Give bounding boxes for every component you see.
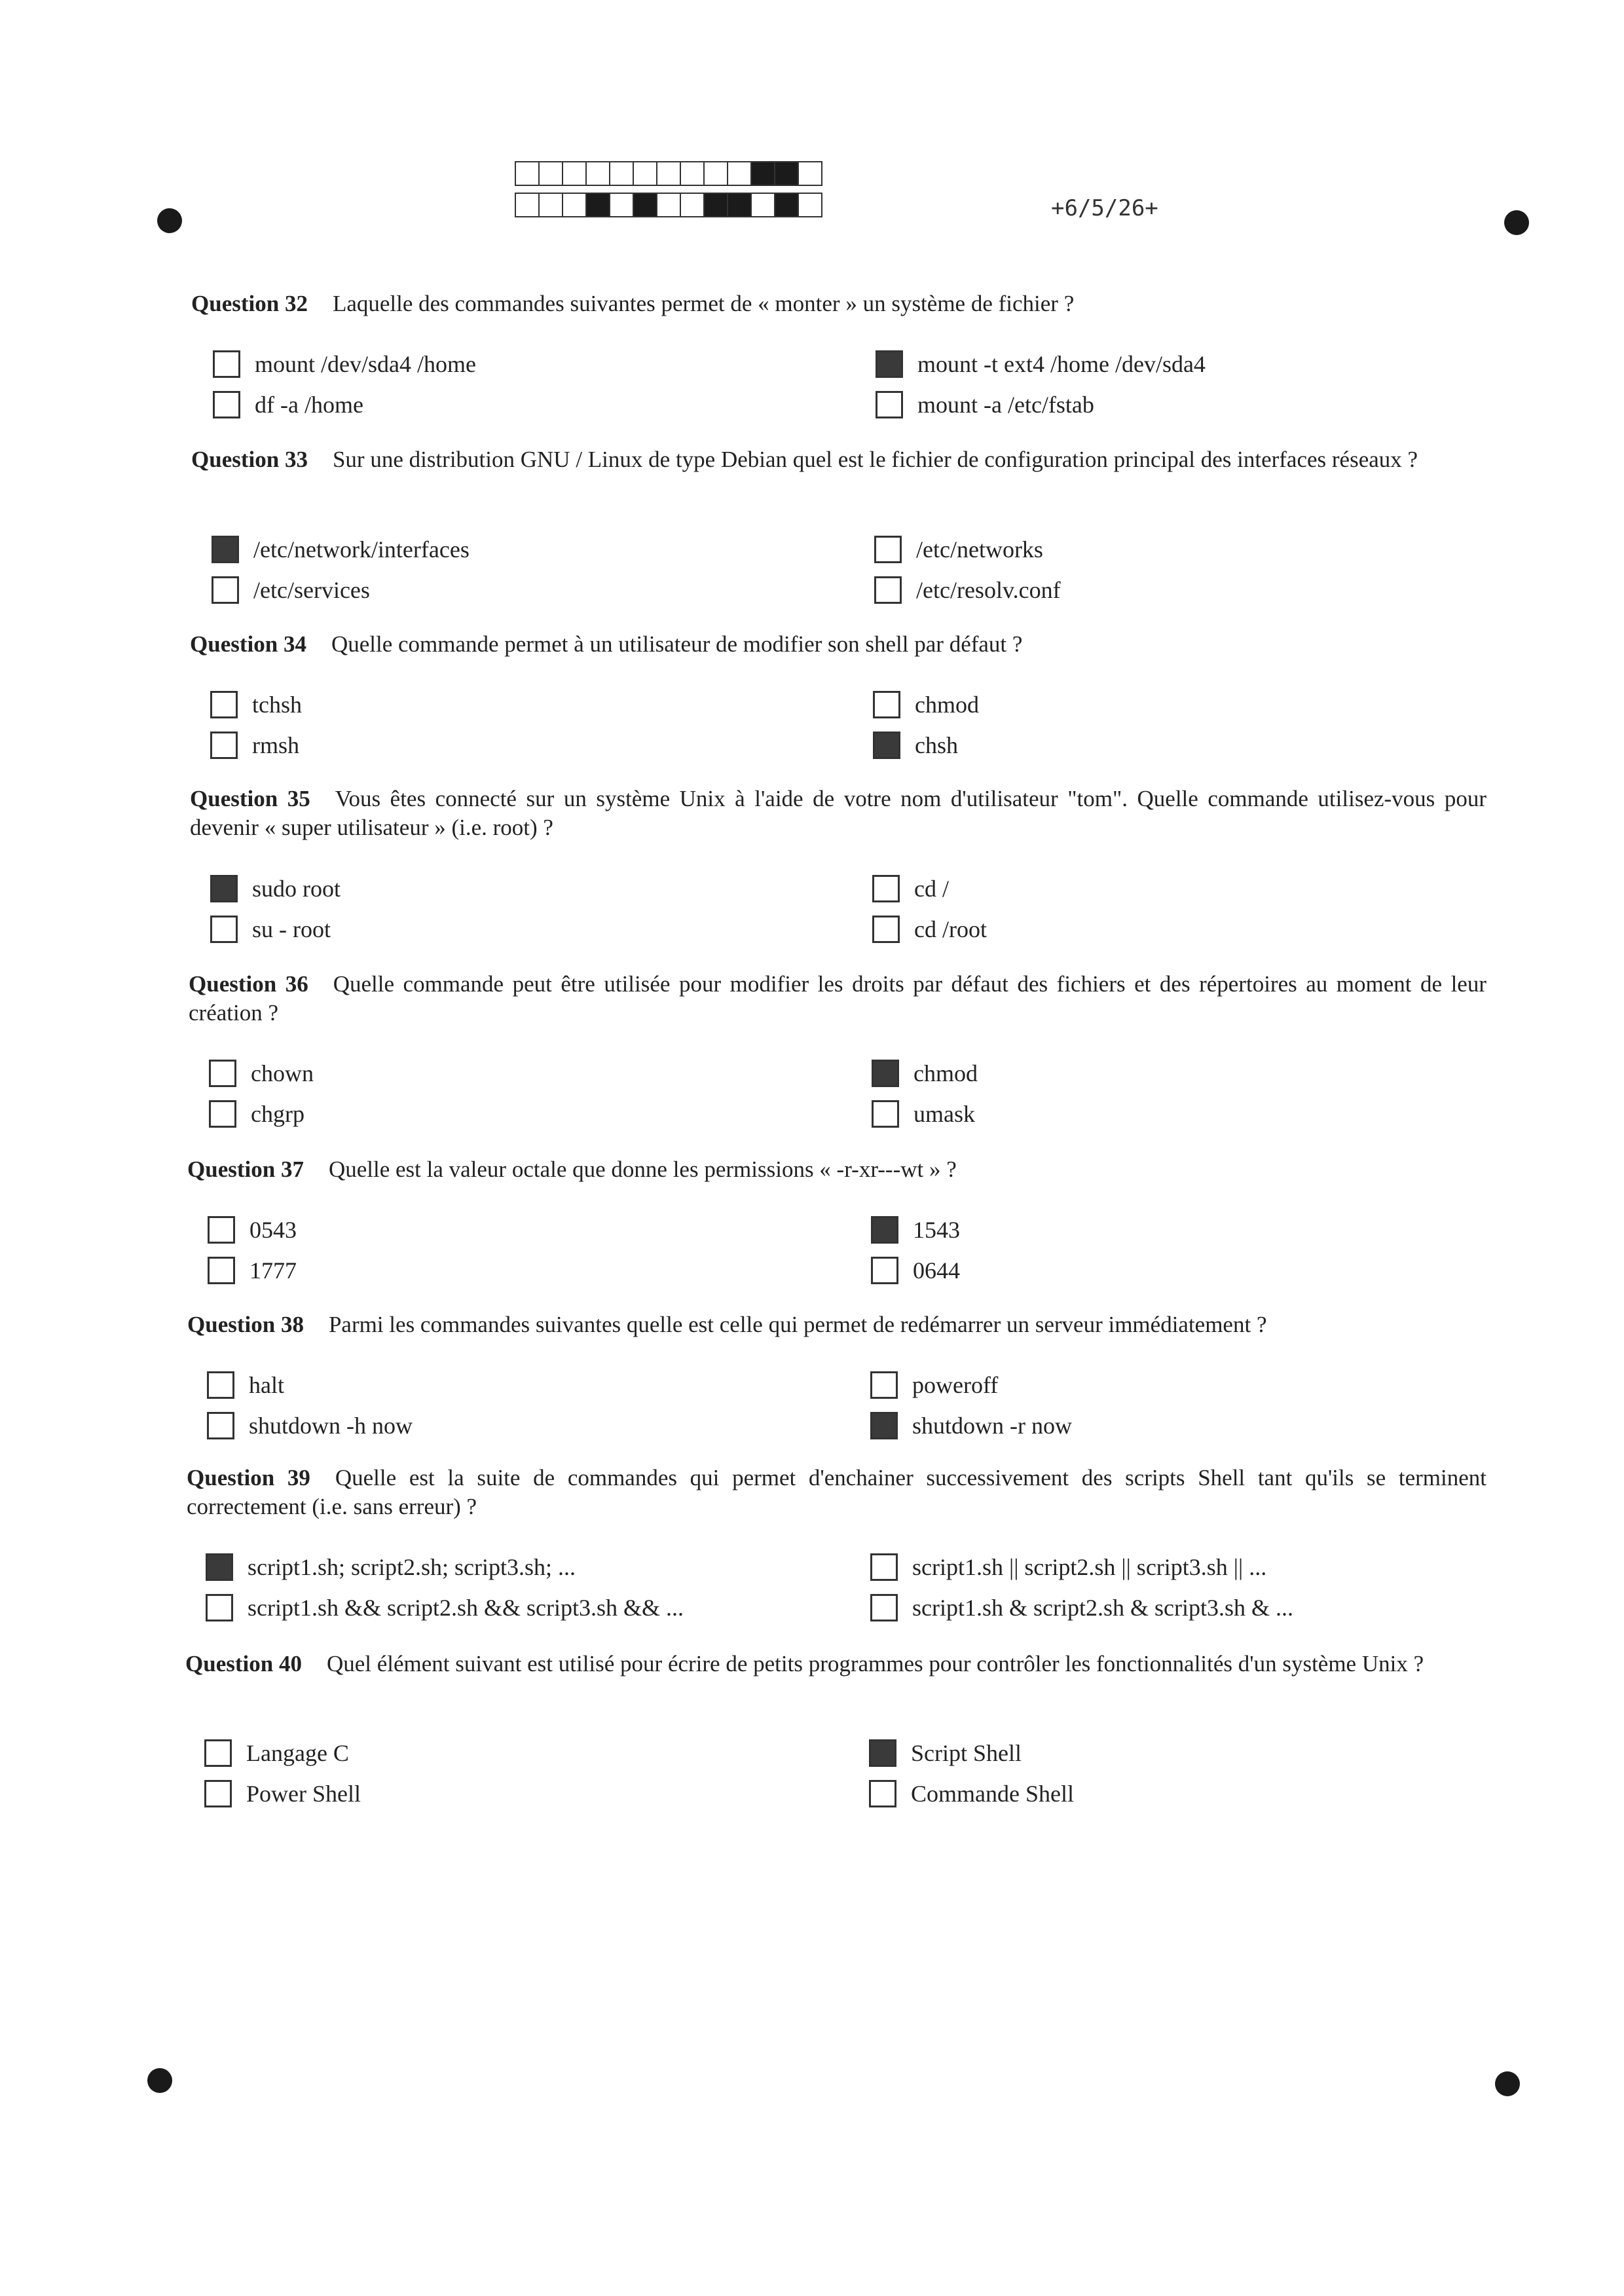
answer-text: chown [251, 1060, 314, 1086]
answer-option[interactable] [206, 1553, 576, 1581]
checkbox[interactable] [873, 691, 900, 718]
barcode-cell [750, 161, 775, 186]
answer-option[interactable] [872, 1100, 975, 1128]
checkbox[interactable] [208, 1216, 235, 1244]
answer-text: umask [913, 1101, 975, 1127]
answer-text: cd / [914, 876, 949, 902]
barcode-cell [609, 193, 634, 217]
registration-mark-top-right [1504, 210, 1529, 235]
barcode-cell [585, 161, 610, 186]
answer-text: 0644 [913, 1257, 960, 1284]
answer-option[interactable] [872, 916, 987, 943]
question-label: Question 34 [190, 631, 306, 657]
answer-option[interactable] [208, 1216, 297, 1244]
answer-text: chsh [915, 732, 958, 758]
checkbox[interactable] [870, 1553, 898, 1581]
question-heading [190, 630, 1486, 659]
answer-text: su - root [252, 916, 331, 942]
checkbox[interactable] [207, 1412, 234, 1439]
barcode-cell [515, 161, 540, 186]
question-label: Question 37 [187, 1157, 304, 1182]
answer-text: mount -a /etc/fstab [917, 392, 1094, 418]
answer-text: 1543 [913, 1217, 960, 1243]
answer-text: /etc/networks [916, 536, 1043, 563]
answer-text: chmod [915, 692, 979, 718]
answer-option[interactable] [206, 1594, 684, 1621]
answer-option[interactable] [874, 536, 1043, 563]
answer-text: chmod [913, 1060, 978, 1086]
page-code: +6/5/26+ [1051, 195, 1158, 221]
question-text: Laquelle des commandes suivantes permet de « monter » un système de fichier ? [332, 291, 1075, 316]
question-text: Vous êtes connecté sur un système Unix à l'aide de votre nom d'utilisateur "tom". Quelle commande utilisez-vous pour devenir « super utilisateur » (i.e. root) ? [190, 786, 1486, 840]
answer-option[interactable] [871, 1257, 960, 1284]
barcode-cell [656, 193, 681, 217]
question-heading [185, 1650, 1486, 1678]
answer-option[interactable] [210, 875, 341, 902]
answer-text: script1.sh & script2.sh & script3.sh & ... [912, 1595, 1293, 1621]
checkbox-checked[interactable] [870, 1412, 898, 1439]
answer-text: sudo root [252, 876, 341, 902]
answer-option[interactable] [207, 1412, 413, 1439]
question-heading [187, 1155, 1486, 1184]
answer-option[interactable] [213, 350, 476, 378]
checkbox[interactable] [872, 1100, 899, 1128]
checkbox-checked[interactable] [206, 1553, 233, 1581]
answer-text: df -a /home [255, 392, 363, 418]
barcode-cell [515, 193, 540, 217]
registration-mark-bottom-left [147, 2068, 172, 2093]
answer-text: script1.sh || script2.sh || script3.sh || ... [912, 1554, 1267, 1580]
checkbox-checked[interactable] [871, 1216, 898, 1244]
answer-text: script1.sh && script2.sh && script3.sh && ... [248, 1595, 684, 1621]
answer-option[interactable] [870, 1371, 998, 1399]
barcode-cell [585, 193, 610, 217]
checkbox[interactable] [874, 576, 902, 604]
barcode-cell [656, 161, 681, 186]
checkbox[interactable] [210, 916, 238, 943]
answer-option[interactable] [210, 916, 331, 943]
checkbox[interactable] [871, 1257, 898, 1284]
question-heading [189, 970, 1486, 1028]
question-heading [187, 1464, 1486, 1521]
answer-option[interactable] [209, 1060, 314, 1087]
checkbox[interactable] [204, 1780, 232, 1807]
barcode-cell [538, 161, 563, 186]
answer-text: chgrp [251, 1101, 304, 1127]
question-label: Question 35 [190, 786, 310, 811]
answer-text: mount /dev/sda4 /home [255, 351, 476, 377]
checkbox-checked[interactable] [212, 536, 239, 563]
checkbox-checked[interactable] [210, 875, 238, 902]
question-text: Quelle est la suite de commandes qui permet d'enchainer successivement des scripts Shell tant qu'ils se terminent correctement (i.e. sans erreur) ? [187, 1465, 1486, 1519]
question-text: Parmi les commandes suivantes quelle est celle qui permet de redémarrer un serveur immédiatement ? [328, 1312, 1267, 1337]
checkbox-checked[interactable] [872, 1060, 899, 1087]
checkbox[interactable] [870, 1371, 898, 1399]
barcode-row-2 [515, 193, 821, 217]
answer-text: /etc/resolv.conf [916, 577, 1061, 603]
answer-option[interactable] [871, 1216, 960, 1244]
answer-text: 1777 [249, 1257, 297, 1284]
barcode-cell [774, 193, 799, 217]
question-text: Quel élément suivant est utilisé pour écrire de petits programmes pour contrôler les fonctionnalités d'un système Unix ? [326, 1651, 1424, 1676]
barcode-cell [727, 161, 752, 186]
answer-option[interactable] [212, 576, 370, 604]
barcode-cell [562, 161, 587, 186]
answer-text: Script Shell [911, 1740, 1022, 1766]
checkbox-checked[interactable] [873, 731, 900, 759]
answer-text: 0543 [249, 1217, 297, 1243]
answer-option[interactable] [876, 350, 1206, 378]
barcode-cell [680, 193, 705, 217]
barcode-cell [633, 193, 657, 217]
barcode-cell [750, 193, 775, 217]
question-label: Question 36 [189, 971, 308, 997]
checkbox[interactable] [869, 1780, 896, 1807]
answer-text: mount -t ext4 /home /dev/sda4 [917, 351, 1206, 377]
question-heading [190, 785, 1486, 842]
answer-option[interactable] [869, 1739, 1022, 1767]
answer-text: /etc/network/interfaces [253, 536, 470, 563]
barcode-cell [680, 161, 705, 186]
answer-text: halt [249, 1372, 284, 1398]
answer-text: Commande Shell [911, 1781, 1074, 1807]
checkbox[interactable] [872, 875, 900, 902]
checkbox[interactable] [207, 1371, 234, 1399]
question-text: Quelle commande peut être utilisée pour modifier les droits par défaut des fichiers et des répertoires au moment de leur création ? [189, 971, 1486, 1026]
answer-text: cd /root [914, 916, 987, 942]
answer-option[interactable] [873, 691, 979, 718]
checkbox[interactable] [212, 576, 239, 604]
answer-option[interactable] [876, 391, 1094, 418]
checkbox-checked[interactable] [869, 1739, 896, 1767]
answer-option[interactable] [870, 1412, 1072, 1439]
checkbox[interactable] [209, 1100, 236, 1128]
barcode-cell [798, 193, 822, 217]
checkbox[interactable] [210, 691, 238, 718]
answer-option[interactable] [872, 875, 949, 902]
barcode-cell [798, 161, 822, 186]
checkbox[interactable] [204, 1739, 232, 1767]
answer-option[interactable] [870, 1553, 1266, 1581]
barcode-cell [703, 193, 728, 217]
answer-text: /etc/services [253, 577, 370, 603]
answer-option[interactable] [873, 731, 958, 759]
barcode-cell [633, 161, 657, 186]
answer-text: tchsh [252, 692, 302, 718]
answer-text: script1.sh; script2.sh; script3.sh; ... [248, 1554, 576, 1580]
question-label: Question 40 [185, 1651, 302, 1676]
answer-option[interactable] [872, 1060, 978, 1087]
checkbox[interactable] [870, 1594, 898, 1621]
checkbox[interactable] [876, 391, 903, 418]
checkbox[interactable] [213, 350, 240, 378]
answer-option[interactable] [874, 576, 1061, 604]
question-text: Quelle est la valeur octale que donne les permissions « -r-xr---wt » ? [328, 1157, 957, 1182]
barcode-cell [774, 161, 799, 186]
question-label: Question 38 [187, 1312, 304, 1337]
answer-text: Langage C [246, 1740, 349, 1766]
barcode-cell [609, 161, 634, 186]
answer-option[interactable] [213, 391, 363, 418]
answer-text: Power Shell [246, 1781, 361, 1807]
checkbox[interactable] [213, 391, 240, 418]
checkbox[interactable] [210, 731, 238, 759]
barcode-cell [538, 193, 563, 217]
answer-text: shutdown -r now [912, 1413, 1072, 1439]
question-label: Question 32 [191, 291, 308, 316]
answer-option[interactable] [212, 536, 470, 563]
answer-text: poweroff [912, 1372, 999, 1398]
question-label: Question 33 [191, 447, 308, 472]
checkbox[interactable] [872, 916, 900, 943]
registration-mark-top-left [157, 208, 182, 233]
barcode-cell [727, 193, 752, 217]
answer-option[interactable] [209, 1100, 304, 1128]
barcode-cell [562, 193, 587, 217]
answer-text: shutdown -h now [249, 1413, 413, 1439]
barcode-cell [703, 161, 728, 186]
checkbox[interactable] [206, 1594, 233, 1621]
barcode-row-1 [515, 161, 821, 186]
checkbox-checked[interactable] [876, 350, 903, 378]
question-heading [187, 1310, 1486, 1339]
answer-text: rmsh [252, 732, 299, 758]
answer-option[interactable] [869, 1780, 1074, 1807]
answer-option[interactable] [204, 1739, 349, 1767]
question-label: Question 39 [187, 1465, 310, 1491]
answer-option[interactable] [210, 731, 299, 759]
registration-mark-bottom-right [1495, 2071, 1520, 2096]
answer-option[interactable] [204, 1780, 361, 1807]
answer-option[interactable] [208, 1257, 297, 1284]
checkbox[interactable] [208, 1257, 235, 1284]
answer-option[interactable] [207, 1371, 284, 1399]
answer-option[interactable] [870, 1594, 1293, 1621]
answer-option[interactable] [210, 691, 302, 718]
question-heading [191, 445, 1486, 474]
checkbox[interactable] [874, 536, 902, 563]
question-heading [191, 289, 1486, 318]
question-text: Sur une distribution GNU / Linux de type Debian quel est le fichier de configuration principal des interfaces réseaux ? [332, 447, 1418, 472]
question-text: Quelle commande permet à un utilisateur de modifier son shell par défaut ? [331, 631, 1023, 657]
checkbox[interactable] [209, 1060, 236, 1087]
